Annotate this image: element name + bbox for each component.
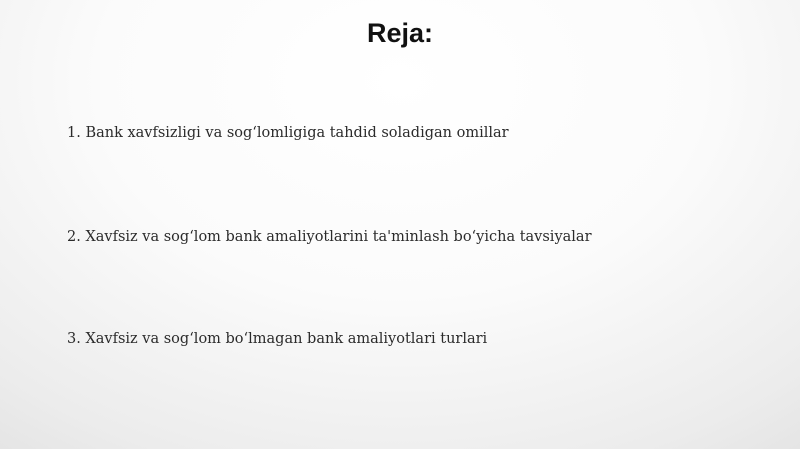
plan-item-1: 1. Bank xavfsizligi va sog‘lomligiga tahdid soladigan omillar (67, 125, 509, 141)
slide-title: Reja: (366, 18, 434, 48)
plan-item-2: 2. Xavfsiz va sog‘lom bank amaliyotlarini ta'minlash bo‘yicha tavsiyalar (67, 229, 592, 245)
plan-item-3: 3. Xavfsiz va sog‘lom bo‘lmagan bank amaliyotlari turlari (67, 331, 488, 347)
